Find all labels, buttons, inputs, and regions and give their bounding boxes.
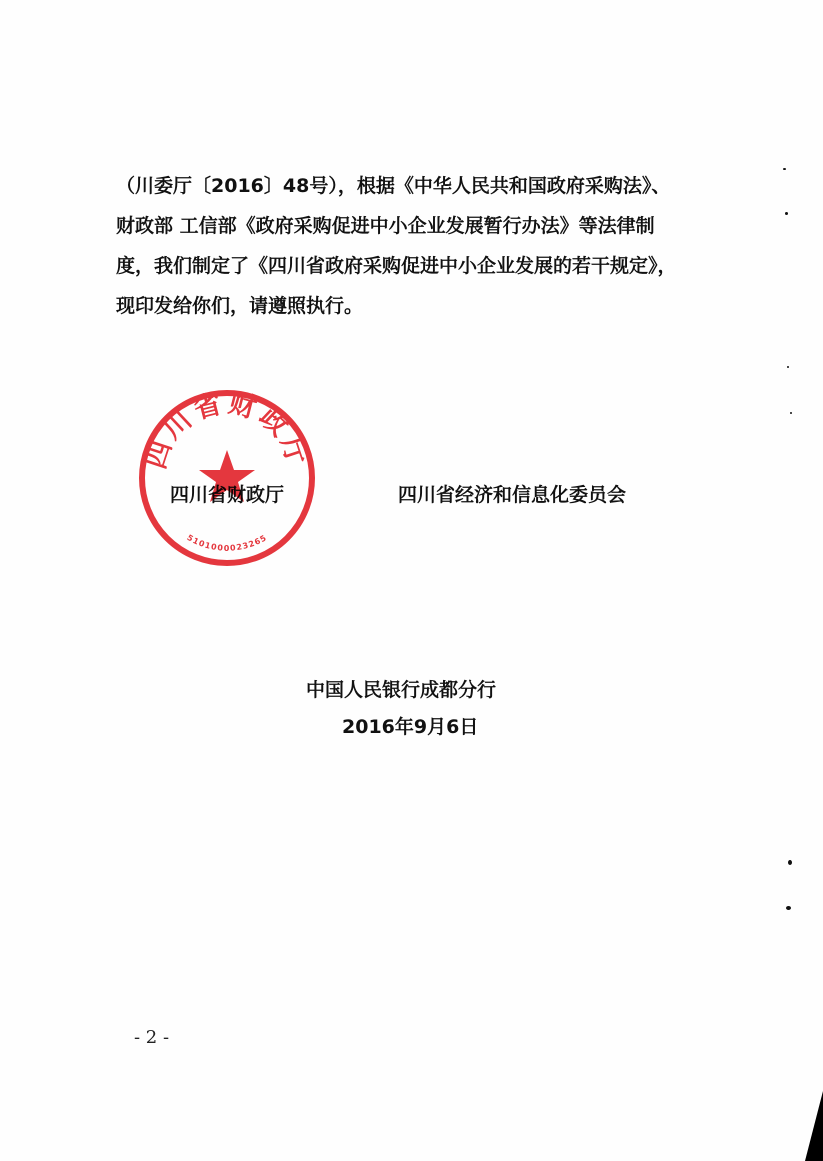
body-line: 现印发给你们，请遵照执行。 [116,295,364,317]
scan-speck [783,168,786,170]
official-seal-stamp [137,388,317,568]
scan-speck [786,906,791,910]
body-line: 财政部 工信部《政府采购促进中小企业发展暂行办法》等法律制 [116,215,655,237]
body-line: （川委厅〔2016〕48号），根据《中华人民共和国政府采购法》、 [116,175,671,197]
scan-speck [785,212,788,215]
signer-economic-info-committee: 四川省经济和信息化委员会 [398,484,627,506]
seal-star [199,450,255,502]
scan-edge-shadow [805,1091,823,1161]
scan-speck [787,366,789,368]
body-line: 度，我们制定了《四川省政府采购促进中小企业发展的若干规定》， [116,255,677,277]
seal-arc-name: 四川省财政厅 [140,388,314,473]
scan-speck [790,412,792,414]
issue-date: 2016年9月6日 [342,716,479,738]
scan-speck [788,860,792,865]
signer-pboc-chengdu: 中国人民银行成都分行 [306,679,497,701]
body-paragraph [116,166,736,326]
seal-arc-code: 5101000023265 [185,532,269,553]
page-number: - 2 - [134,1027,170,1048]
signer-finance-department: 四川省财政厅 [170,484,285,506]
